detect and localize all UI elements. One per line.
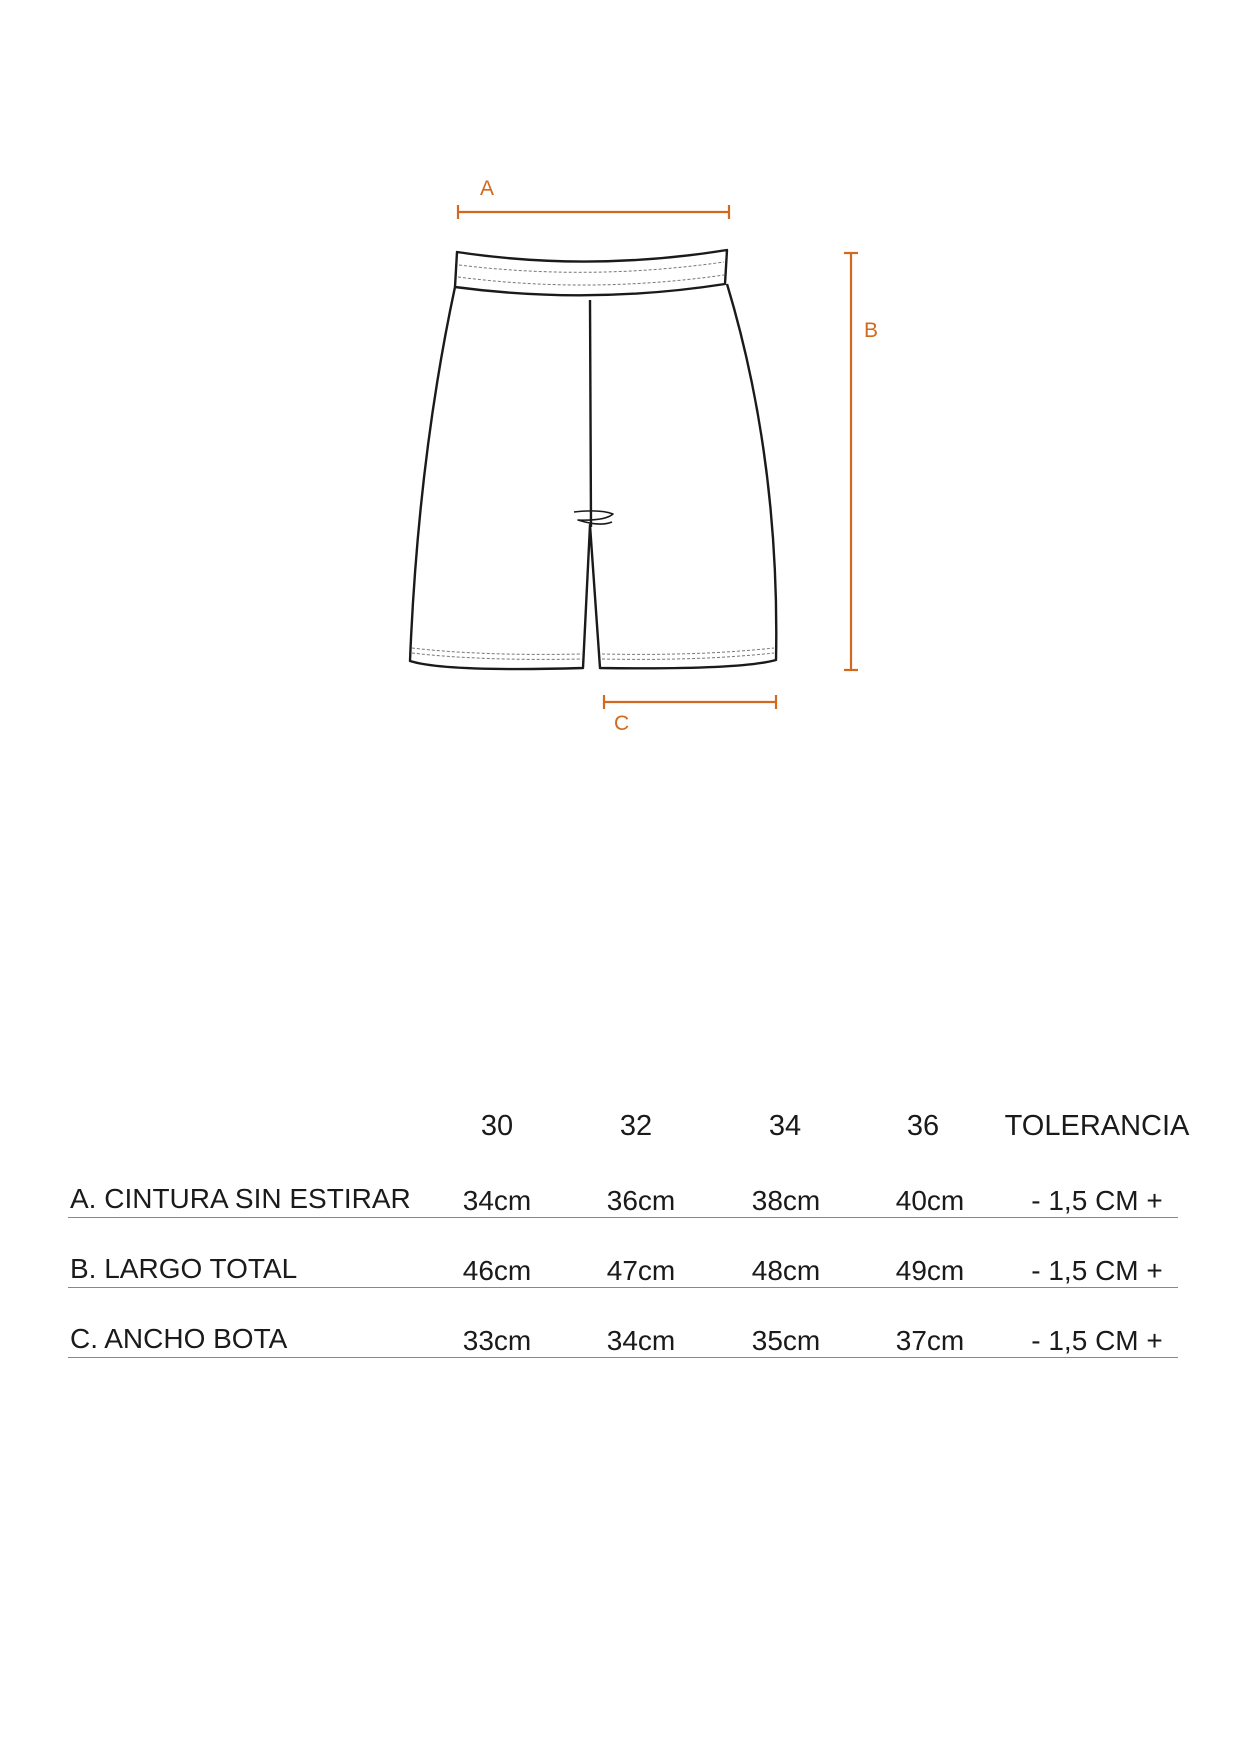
row-label: B. LARGO TOTAL bbox=[70, 1253, 298, 1284]
table-row bbox=[68, 1239, 1178, 1288]
dimension-c-label: C bbox=[614, 712, 630, 735]
row-value: 33cm bbox=[462, 1325, 532, 1356]
header-size-30: 30 bbox=[480, 1110, 514, 1142]
dimension-b-label: B bbox=[864, 319, 879, 342]
dimension-b-line bbox=[844, 253, 858, 670]
dimension-c-line bbox=[604, 695, 776, 709]
row-value: 36cm bbox=[606, 1185, 676, 1216]
table-row bbox=[68, 1169, 1178, 1218]
center-seam bbox=[590, 300, 591, 527]
header-tolerance: TOLERANCIA bbox=[1004, 1110, 1190, 1142]
waistband-stitch-top bbox=[459, 262, 724, 272]
row-tolerance: - 1,5 CM + bbox=[1031, 1325, 1163, 1356]
dimension-a-label: A bbox=[480, 177, 495, 200]
row-value: 34cm bbox=[606, 1325, 676, 1356]
row-label: A. CINTURA SIN ESTIRAR bbox=[70, 1183, 411, 1214]
row-value: 40cm bbox=[895, 1185, 965, 1216]
right-hem-stitch-1 bbox=[602, 648, 774, 654]
header-size-36: 36 bbox=[906, 1110, 940, 1142]
dimension-a-line bbox=[458, 205, 729, 219]
row-value: 47cm bbox=[606, 1255, 676, 1286]
row-value: 48cm bbox=[751, 1255, 821, 1286]
row-tolerance: - 1,5 CM + bbox=[1031, 1185, 1163, 1216]
row-value: 46cm bbox=[462, 1255, 532, 1286]
row-tolerance: - 1,5 CM + bbox=[1031, 1255, 1163, 1286]
shorts-technical-drawing bbox=[0, 0, 1241, 800]
row-value: 35cm bbox=[751, 1325, 821, 1356]
header-size-34: 34 bbox=[768, 1110, 802, 1142]
table-row bbox=[68, 1309, 1178, 1358]
crotch-detail bbox=[574, 511, 613, 524]
row-value: 49cm bbox=[895, 1255, 965, 1286]
shorts-body bbox=[410, 284, 776, 669]
left-hem-stitch-1 bbox=[412, 648, 582, 654]
waistband-stitch-bottom bbox=[458, 275, 724, 285]
row-value: 38cm bbox=[751, 1185, 821, 1216]
row-value: 37cm bbox=[895, 1325, 965, 1356]
header-size-32: 32 bbox=[619, 1110, 653, 1142]
row-value: 34cm bbox=[462, 1185, 532, 1216]
row-label: C. ANCHO BOTA bbox=[70, 1323, 288, 1354]
